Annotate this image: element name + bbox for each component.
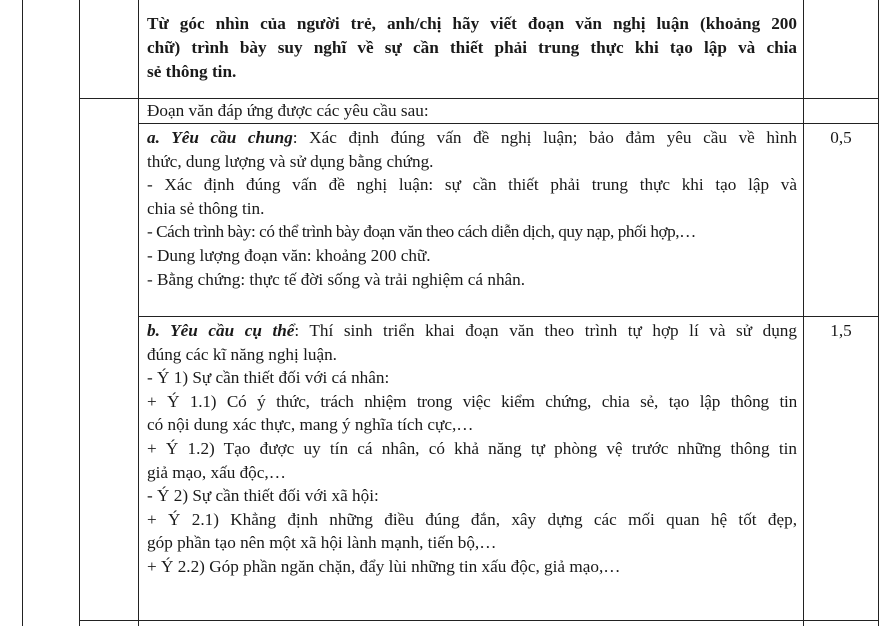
section-b-line: giả mạo, xấu độc,… xyxy=(147,462,286,482)
section-a-line: thức, dung lượng và sử dụng bằng chứng. xyxy=(147,151,434,171)
section-b-text: : Thí sinh triển khai đoạn văn theo trình tự hợp lí và sử dụng xyxy=(294,321,797,340)
section-b-line: + Ý 2.2) Góp phần ngăn chặn, đẩy lùi những tin xấu độc, giả mạo,… xyxy=(147,556,621,576)
intro-cell xyxy=(147,99,797,123)
section-b-label: b. Yêu cầu cụ thể xyxy=(147,321,295,340)
section-b-score: 1,5 xyxy=(830,321,852,340)
table-border-left xyxy=(22,0,23,626)
section-a-cell xyxy=(147,126,797,291)
section-b-line: góp phần tạo nên một xã hội lành mạnh, tiến bộ,… xyxy=(147,533,497,553)
table-border-col3 xyxy=(803,0,804,626)
row-divider-4 xyxy=(79,620,879,621)
section-b-line: + Ý 1.2) Tạo được uy tín cá nhân, có khả năng tự phòng vệ trước những thông tin xyxy=(147,438,797,458)
section-a-line: - Dung lượng đoạn văn: khoảng 200 chữ. xyxy=(147,245,431,265)
question-cell xyxy=(147,12,797,83)
section-a-line: - Cách trình bày: có thể trình bày đoạn văn theo cách diễn dịch, quy nạp, phối hợp,… xyxy=(147,222,696,242)
table-border-col2 xyxy=(138,0,139,626)
section-b-line: + Ý 1.1) Có ý thức, trách nhiệm trong việc kiểm chứng, chia sẻ, tạo lập thông tin xyxy=(147,391,797,411)
section-a-line: - Bằng chứng: thực tế đời sống và trải nghiệm cá nhân. xyxy=(147,269,526,289)
section-b-line: + Ý 2.1) Khẳng định những điều đúng đắn, xây dựng các mối quan hệ tốt đẹp, xyxy=(147,509,797,529)
section-a-line: - Xác định đúng vấn đề nghị luận: sự cần thiết phải trung thực khi tạo lập và xyxy=(147,175,797,195)
section-a-text: : Xác định đúng vấn đề nghị luận; bảo đảm yêu cầu về hình xyxy=(292,128,797,147)
section-b-line: có nội dung xác thực, mang ý nghĩa tích cực,… xyxy=(147,415,474,435)
section-b-line: - Ý 1) Sự cần thiết đối với cá nhân: xyxy=(147,368,390,388)
section-b-line: đúng các kĩ năng nghị luận. xyxy=(147,344,337,364)
section-a-line: chia sẻ thông tin. xyxy=(147,198,265,218)
table-border-right xyxy=(878,0,879,626)
section-b-line: - Ý 2) Sự cần thiết đối với xã hội: xyxy=(147,486,379,506)
section-a-label: a. Yêu cầu chung xyxy=(147,128,293,147)
section-b-cell xyxy=(147,319,797,579)
table-border-col1 xyxy=(79,0,80,626)
question-line: sẻ thông tin. xyxy=(147,61,237,81)
section-a-score: 0,5 xyxy=(830,128,852,147)
question-line: Từ góc nhìn của người trẻ, anh/chị hãy viết đoạn văn nghị luận (khoảng 200 xyxy=(147,14,797,33)
row-divider-3 xyxy=(138,316,879,317)
question-line: chữ) trình bày suy nghĩ về sự cần thiết phải trung thực khi tạo lập và chia xyxy=(147,37,797,57)
intro-text: Đoạn văn đáp ứng được các yêu cầu sau: xyxy=(147,101,429,120)
row-divider-2 xyxy=(138,123,879,124)
